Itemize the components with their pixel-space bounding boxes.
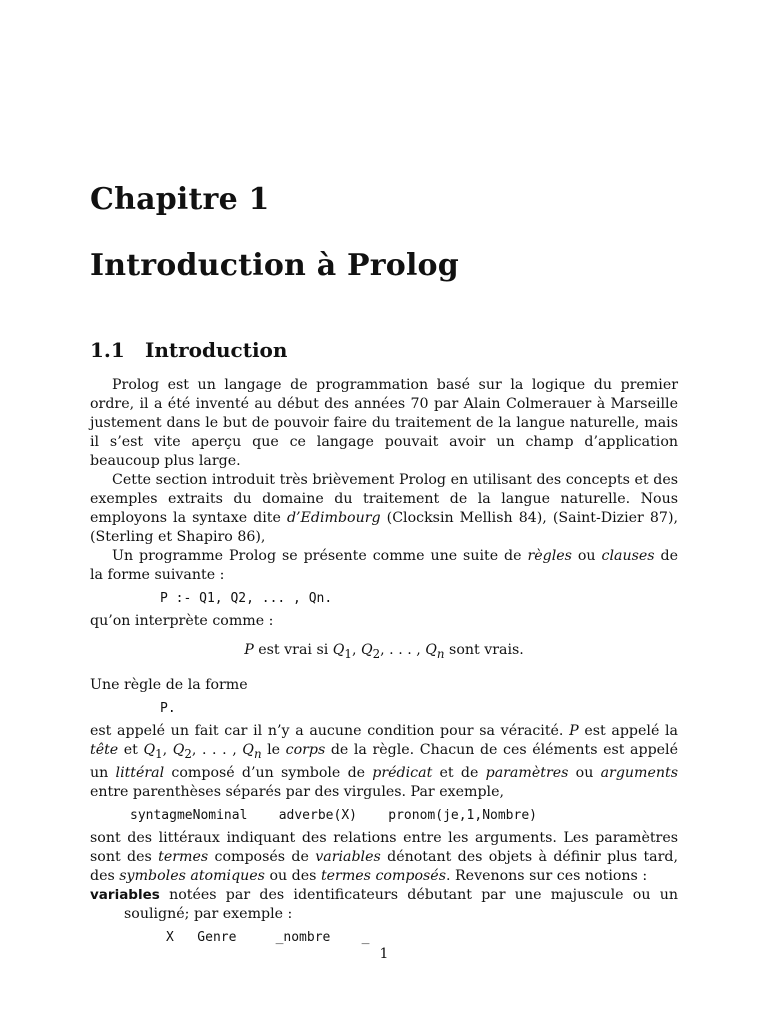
formula: P est vrai si $Q_1$, $Q_2$, . . . , $Q_n$ sont vrais. <box>244 642 524 661</box>
text: le <box>261 741 286 758</box>
emphasis: d’Edimbourg <box>286 510 381 526</box>
emphasis: symboles atomiques <box>119 867 265 884</box>
text: est appelé un fait car il n’y a aucune condition pour sa véracité. <box>90 722 570 739</box>
emphasis: règles <box>527 548 572 564</box>
body-text <box>90 376 678 951</box>
text: et <box>118 741 144 758</box>
paragraph-5: Une règle de la forme <box>90 676 248 693</box>
text: Un programme Prolog se présente comme une suite de <box>112 548 528 564</box>
definition-term: variables <box>90 886 160 903</box>
emphasis: clauses <box>601 548 655 564</box>
text: de la règle. Chacun de ces éléments est appelé un <box>90 741 678 781</box>
text: . Revenons sur ces notions : <box>445 867 648 884</box>
code-rule: P :- Q1, Q2, ... , Qn. <box>160 591 333 606</box>
text: ou des <box>264 867 321 884</box>
text: notées par des identificateurs débutant par une majuscule ou un souligné; par exemple : <box>124 886 678 922</box>
text: entre parenthèses séparés par des virgules. Par exemple, <box>90 783 504 800</box>
page-number: 1 <box>379 946 389 962</box>
math-var: P <box>244 642 254 658</box>
text: ou <box>571 548 602 564</box>
text: de la forme suivante : <box>90 548 678 583</box>
text: est vrai si <box>253 642 333 658</box>
code-variables: X Genre _nombre _ <box>166 929 370 945</box>
text: composés de <box>208 848 316 865</box>
code-literals: syntagmeNominal adverbe(X) pronom(je,1,Nombre) <box>130 807 537 823</box>
code-fact: P. <box>160 700 176 716</box>
text: et de <box>432 764 486 781</box>
emphasis: corps <box>285 741 326 758</box>
chapter-label: Chapitre 1 <box>90 182 270 217</box>
section-heading <box>90 338 287 362</box>
emphasis: paramètres <box>485 764 569 781</box>
math-var: Q <box>332 642 345 658</box>
section-title: Introduction <box>145 338 288 362</box>
emphasis: littéral <box>115 764 165 781</box>
paragraph-3 <box>90 547 678 585</box>
emphasis: tête <box>90 741 119 758</box>
text: Cette section introduit très brièvement Prolog en utilisant des concepts et des exemples extraits du domaine du traitement de la langue naturelle. Nous employons la syntaxe dite <box>90 472 678 526</box>
definition-variables <box>90 886 678 924</box>
text: (Clocksin Mellish 84), (Saint-Dizier 87), (Sterling et Shapiro 86), <box>90 510 678 545</box>
emphasis: arguments <box>600 764 679 781</box>
text: dénotant des objets à définir plus tard, des <box>90 848 678 884</box>
emphasis: termes composés <box>320 867 446 884</box>
chapter-title: Introduction à Prolog <box>90 248 459 283</box>
section-number: 1.1 <box>90 338 125 362</box>
text: ou <box>568 764 601 781</box>
math-var: P <box>569 722 579 739</box>
text: sont vrais. <box>444 642 524 658</box>
text: composé d’un symbole de <box>164 764 373 781</box>
paragraph-6: est appelé un fait car il n’y a aucune condition pour sa véracité. P est appelé la tête et $Q_1$, $Q_2$, . . . , $Q_n$ le corps de la règle. Chacun de ces éléments est appelé un littéral composé d’un symbole de prédicat et de paramètres ou arguments entre parenthèses séparés par des virgules. Par exemple, <box>90 722 679 800</box>
paragraph-1: Prolog est un langage de programmation basé sur la logique du premier ordre, il a été inventé au début des années 70 par Alain Colmerauer à Marseille justement dans le but de pouvoir faire du traitement de la langue naturelle, mais il s’est vite aperçu que ce langage pouvait avoir un champ d’application beaucoup plus large. <box>90 377 678 469</box>
paragraph-2 <box>90 471 678 547</box>
emphasis: prédicat <box>372 764 433 781</box>
paragraph-4: qu’on interprète comme : <box>90 613 274 629</box>
text: sont des littéraux indiquant des relations entre les arguments. Les paramètres sont des <box>90 829 678 865</box>
emphasis: variables <box>315 848 381 865</box>
text: est appelé la <box>578 722 679 739</box>
emphasis: termes <box>158 848 209 865</box>
paragraph-7 <box>90 829 678 886</box>
